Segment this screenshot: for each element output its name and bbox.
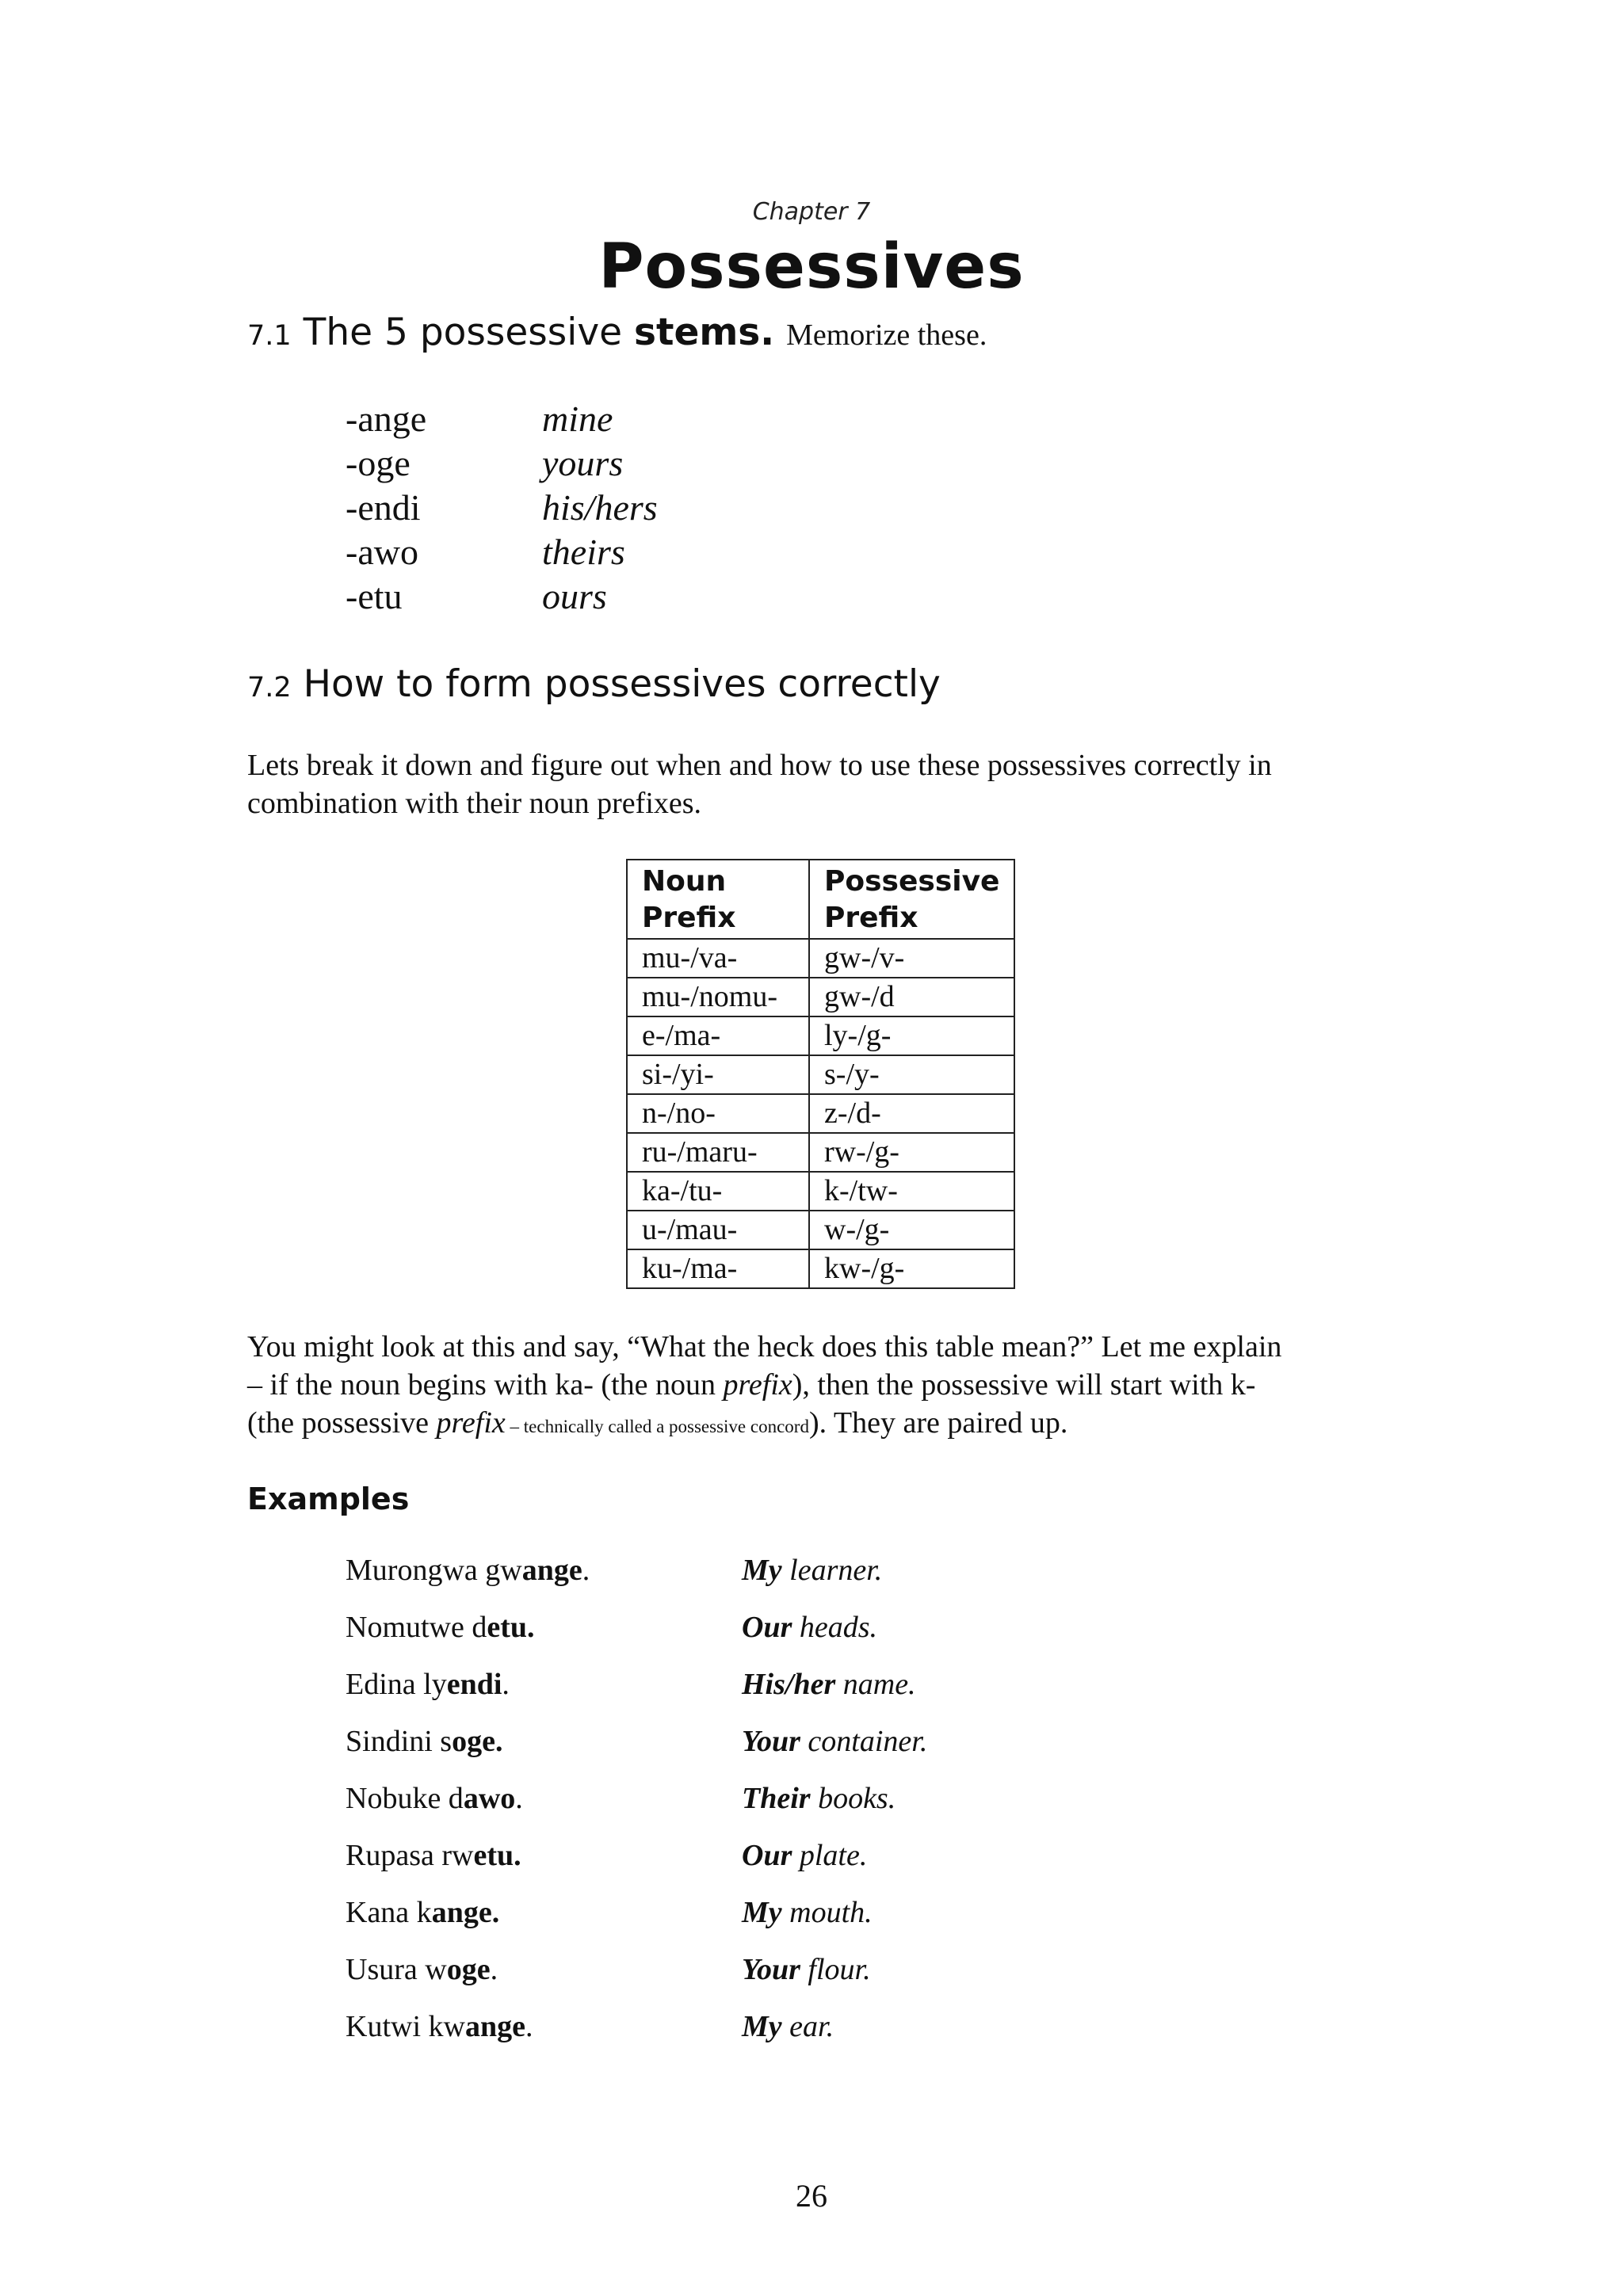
example-translation: My learner.	[742, 1554, 883, 1587]
example-phrase: Rupasa rwetu.	[346, 1839, 521, 1872]
table-row	[627, 1249, 1014, 1288]
table-header-row	[627, 860, 1014, 939]
example-row	[346, 1884, 927, 1941]
example-phrase: Nobuke dawo.	[346, 1782, 523, 1815]
section-number: 7.2	[247, 672, 292, 704]
intro-line: combination with their noun prefixes.	[247, 787, 702, 820]
page-number: 26	[796, 2178, 827, 2214]
explanation-line: You might look at this and say, “What the heck does this table mean?” Let me explain	[247, 1330, 1282, 1363]
example-translation: Our plate.	[742, 1839, 868, 1872]
example-phrase: Sindini soge.	[346, 1725, 503, 1758]
example-row	[346, 1713, 927, 1770]
stem: -ange	[346, 398, 427, 439]
stem-meaning: yours	[542, 442, 624, 483]
stem: -oge	[346, 442, 411, 483]
stem-meaning: theirs	[542, 531, 625, 572]
table-row	[627, 1016, 1014, 1055]
stem-meaning: his/hers	[542, 486, 658, 528]
example-phrase: Edina lyendi.	[346, 1668, 510, 1701]
stem-row	[346, 529, 658, 574]
table-row	[627, 1094, 1014, 1133]
example-row	[346, 1941, 927, 1998]
example-row	[346, 1770, 927, 1827]
examples-list	[346, 1542, 927, 2055]
noun-prefix-cell: n-/no-	[627, 1094, 809, 1133]
stem-row	[346, 485, 658, 529]
noun-prefix-cell: ru-/maru-	[627, 1133, 809, 1172]
possessive-prefix-cell: k-/tw-	[809, 1172, 1014, 1211]
example-row	[346, 1656, 927, 1713]
example-translation: His/her name.	[742, 1668, 916, 1701]
possessive-prefix-cell: gw-/d	[809, 978, 1014, 1016]
example-phrase: Kutwi kwange.	[346, 2010, 533, 2043]
possessive-prefix-cell: s-/y-	[809, 1055, 1014, 1094]
table-row	[627, 939, 1014, 978]
possessive-prefix-cell: ly-/g-	[809, 1016, 1014, 1055]
examples-heading: Examples	[247, 1482, 410, 1516]
table-row	[627, 1133, 1014, 1172]
stem-meaning: ours	[542, 575, 607, 616]
section-heading-7-1	[247, 311, 987, 354]
header-possessive-prefix: Possessive Prefix	[809, 860, 1014, 939]
section-title-text: How to form possessives correctly	[303, 662, 941, 706]
noun-prefix-cell: si-/yi-	[627, 1055, 809, 1094]
intro-line: Lets break it down and figure out when and how to use these possessives correctly in	[247, 749, 1272, 782]
table-row	[627, 1211, 1014, 1249]
possessive-prefix-cell: z-/d-	[809, 1094, 1014, 1133]
explanation-line: (the possessive prefix – technically called a possessive concord). They are paired up.	[247, 1406, 1068, 1440]
stem: -etu	[346, 575, 403, 616]
noun-prefix-cell: u-/mau-	[627, 1211, 809, 1249]
table-row	[627, 978, 1014, 1016]
possessive-prefix-cell: w-/g-	[809, 1211, 1014, 1249]
stem-row	[346, 574, 658, 618]
example-row	[346, 1998, 927, 2055]
example-row	[346, 1599, 927, 1656]
possessive-prefix-cell: rw-/g-	[809, 1133, 1014, 1172]
stem-list	[346, 396, 658, 618]
explanation-paragraph	[247, 1328, 1420, 1446]
chapter-label: Chapter 7	[752, 198, 871, 226]
possessive-prefix-cell: kw-/g-	[809, 1249, 1014, 1288]
noun-prefix-cell: ka-/tu-	[627, 1172, 809, 1211]
stem: -awo	[346, 531, 418, 572]
noun-prefix-cell: mu-/nomu-	[627, 978, 809, 1016]
intro-paragraph	[247, 746, 1396, 822]
prefix-table	[626, 859, 1015, 1289]
header-noun-prefix: Noun Prefix	[627, 860, 809, 939]
noun-prefix-cell: ku-/ma-	[627, 1249, 809, 1288]
example-row	[346, 1827, 927, 1884]
section-title-tail: Memorize these.	[786, 318, 987, 352]
example-phrase: Usura woge.	[346, 1953, 498, 1986]
stem-meaning: mine	[542, 398, 613, 439]
example-row	[346, 1542, 927, 1599]
example-phrase: Murongwa gwange.	[346, 1554, 590, 1587]
example-translation: Your container.	[742, 1725, 928, 1758]
section-heading-7-2	[247, 662, 941, 706]
example-translation: My ear.	[742, 2010, 834, 2043]
noun-prefix-cell: e-/ma-	[627, 1016, 809, 1055]
table-row	[627, 1055, 1014, 1094]
section-title-bold: stems.	[634, 311, 775, 354]
example-translation: Our heads.	[742, 1611, 878, 1644]
explanation-line: – if the noun begins with ka- (the noun prefix), then the possessive will start with k-	[247, 1368, 1256, 1402]
section-title-text: The 5 possessive	[303, 311, 623, 354]
noun-prefix-cell: mu-/va-	[627, 939, 809, 978]
stem-row	[346, 441, 658, 485]
table-row	[627, 1172, 1014, 1211]
section-number: 7.1	[247, 320, 292, 352]
example-translation: Your flour.	[742, 1953, 871, 1986]
stem: -endi	[346, 486, 421, 528]
example-phrase: Nomutwe detu.	[346, 1611, 535, 1644]
stem-row	[346, 396, 658, 441]
example-translation: Their books.	[742, 1782, 896, 1815]
example-translation: My mouth.	[742, 1896, 873, 1929]
chapter-title: Possessives	[598, 231, 1025, 303]
possessive-prefix-cell: gw-/v-	[809, 939, 1014, 978]
example-phrase: Kana kange.	[346, 1896, 500, 1929]
